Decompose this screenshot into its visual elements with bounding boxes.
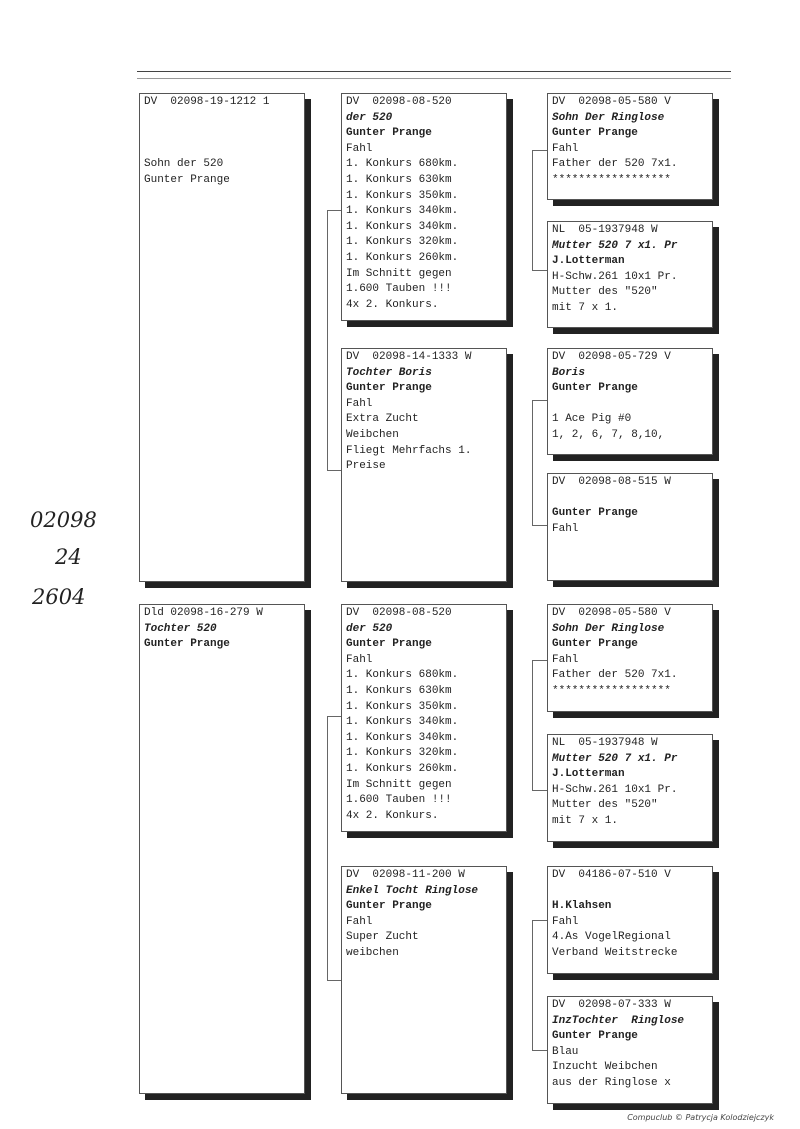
ring-number: DV 02098-07-333 W [552,999,671,1011]
pedigree-line: Fahl [552,522,579,535]
pedigree-line: Mutter 520 7 x1. Pr [552,752,678,765]
pedigree-box-gen2-1 [341,348,507,582]
pedigree-line [552,884,708,900]
pedigree-box-gen3-7 [547,996,713,1104]
ring-number: DV 02098-11-200 W [346,869,465,881]
pedigree-line: Tochter Boris [346,366,432,379]
pedigree-line [144,142,300,158]
connector-line [532,150,533,270]
connector-line [532,920,547,921]
pedigree-line: weibchen [346,946,399,959]
ring-number: DV 02098-08-520 [346,607,452,619]
pedigree-line: Extra Zucht [346,413,419,426]
pedigree-line: Fahl [346,142,373,155]
handwritten-note-1: 02098 [30,508,97,532]
ring-number: Dld 02098-16-279 W [144,607,263,619]
pedigree-line: Fahl [552,142,579,155]
pedigree-line: Fliegt Mehrfachs 1. [346,444,472,457]
pedigree-line: 4x 2. Konkurs. [346,809,439,822]
pedigree-line: H-Schw.261 10x1 Pr. [552,783,678,796]
connector-line [327,470,341,471]
ring-number: DV 02098-05-580 V [552,96,671,108]
footer-credit: Compuclub © Patrycja Kolodziejczyk [627,1113,774,1122]
ring-number: DV 02098-19-1212 1 [144,96,270,108]
pedigree-line: 4x 2. Konkurs. [346,298,439,311]
pedigree-line: Enkel Tocht Ringlose [346,884,479,897]
pedigree-line: Gunter Prange [346,638,432,651]
pedigree-line: Sohn der 520 [144,158,224,171]
connector-line [532,1050,547,1051]
connector-line [327,716,328,980]
pedigree-line [144,111,300,127]
pedigree-line: Father der 520 7x1. [552,669,678,682]
pedigree-line: 4.As VogelRegional [552,931,671,944]
pedigree-line: 1. Konkurs 340km. [346,716,459,729]
pedigree-line: 1. Konkurs 350km. [346,189,459,202]
pedigree-line [144,126,300,142]
pedigree-line [552,491,708,507]
pedigree-line: 1. Konkurs 340km. [346,220,459,233]
ring-number: DV 02098-05-729 V [552,351,671,363]
pedigree-line: Tochter 520 [144,622,217,635]
pedigree-line: mit 7 x 1. [552,814,619,827]
pedigree-line: Gunter Prange [552,638,638,651]
pedigree-box-gen2-3 [341,866,507,1094]
pedigree-line: der 520 [346,622,393,635]
pedigree-line: Gunter Prange [552,507,638,520]
ring-number: NL 05-1937948 W [552,737,658,749]
top-rule-secondary [137,78,731,79]
pedigree-line: J.Lotterman [552,255,625,268]
pedigree-line: Mutter des "520" [552,799,658,812]
pedigree-box-gen2-2 [341,604,507,832]
pedigree-line: Weibchen [346,428,399,441]
pedigree-line: Boris [552,366,586,379]
ring-number: DV 02098-05-580 V [552,607,671,619]
connector-line [532,525,547,526]
pedigree-line: 1. Konkurs 340km. [346,731,459,744]
pedigree-line: Gunter Prange [552,127,638,140]
pedigree-box-gen3-0 [547,93,713,200]
handwritten-note-3: 2604 [32,585,86,609]
ring-number: DV 02098-14-1333 W [346,351,472,363]
pedigree-line: Blau [552,1045,579,1058]
pedigree-line: Sohn Der Ringlose [552,111,665,124]
pedigree-line: Gunter Prange [346,900,432,913]
pedigree-line: 1.600 Tauben !!! [346,283,452,296]
connector-line [532,400,547,401]
connector-line [327,210,341,211]
connector-line [532,660,533,790]
pedigree-box-gen3-4 [547,604,713,712]
pedigree-line: Fahl [346,915,373,928]
pedigree-line: Gunter Prange [144,638,230,651]
pedigree-box-gen1-1 [139,604,305,1094]
pedigree-box-gen3-3 [547,473,713,581]
pedigree-line: Fahl [552,653,579,666]
pedigree-line: Super Zucht [346,931,419,944]
pedigree-box-gen2-0 [341,93,507,321]
pedigree-line: 1. Konkurs 630km [346,684,452,697]
pedigree-line: 1. Konkurs 680km. [346,669,459,682]
pedigree-line: 1. Konkurs 320km. [346,236,459,249]
pedigree-line: 1. Konkurs 260km. [346,251,459,264]
pedigree-line: 1, 2, 6, 7, 8,10, [552,428,665,441]
pedigree-line: Fahl [346,397,373,410]
connector-line [532,660,547,661]
pedigree-line: J.Lotterman [552,768,625,781]
pedigree-line: Gunter Prange [346,382,432,395]
pedigree-box-gen3-5 [547,734,713,842]
pedigree-line: 1. Konkurs 320km. [346,747,459,760]
pedigree-box-gen1-0 [139,93,305,582]
pedigree-line: mit 7 x 1. [552,301,619,314]
pedigree-line: InzTochter Ringlose [552,1014,685,1027]
pedigree-line: Mutter 520 7 x1. Pr [552,239,678,252]
connector-line [532,400,533,525]
pedigree-line: 1. Konkurs 680km. [346,158,459,171]
connector-line [327,716,341,717]
pedigree-line: H.Klahsen [552,900,612,913]
pedigree-line: Sohn Der Ringlose [552,622,665,635]
ring-number: DV 04186-07-510 V [552,869,671,881]
pedigree-line: 1. Konkurs 260km. [346,762,459,775]
pedigree-line: Fahl [346,653,373,666]
pedigree-line: ****************** [552,173,671,186]
connector-line [327,210,328,470]
pedigree-line: 1. Konkurs 340km. [346,205,459,218]
pedigree-line: 1. Konkurs 630km [346,173,452,186]
pedigree-box-gen3-6 [547,866,713,974]
pedigree-line: Preise [346,460,386,473]
pedigree-line: Im Schnitt gegen [346,778,452,791]
pedigree-line: Father der 520 7x1. [552,158,678,171]
pedigree-line: Im Schnitt gegen [346,267,452,280]
pedigree-line: Gunter Prange [144,173,230,186]
pedigree-line: ****************** [552,684,671,697]
pedigree-box-gen3-1 [547,221,713,328]
pedigree-line [552,397,708,413]
pedigree-line: Verband Weitstrecke [552,946,678,959]
pedigree-box-gen3-2 [547,348,713,455]
pedigree-line: Gunter Prange [552,1030,638,1043]
pedigree-line: Gunter Prange [552,382,638,395]
top-rule [137,71,731,72]
pedigree-line: Gunter Prange [346,127,432,140]
connector-line [532,150,547,151]
connector-line [327,980,341,981]
ring-number: DV 02098-08-520 [346,96,452,108]
connector-line [532,920,533,1050]
ring-number: NL 05-1937948 W [552,224,658,236]
pedigree-line: 1 Ace Pig #0 [552,413,632,426]
pedigree-line: Fahl [552,915,579,928]
pedigree-line: 1.600 Tauben !!! [346,794,452,807]
pedigree-line: Mutter des "520" [552,286,658,299]
ring-number: DV 02098-08-515 W [552,476,671,488]
pedigree-line: 1. Konkurs 350km. [346,700,459,713]
pedigree-line: aus der Ringlose x [552,1076,671,1089]
handwritten-note-2: 24 [55,545,82,569]
pedigree-line: H-Schw.261 10x1 Pr. [552,270,678,283]
connector-line [532,790,547,791]
connector-line [532,270,547,271]
pedigree-line: der 520 [346,111,393,124]
pedigree-line: Inzucht Weibchen [552,1061,658,1074]
